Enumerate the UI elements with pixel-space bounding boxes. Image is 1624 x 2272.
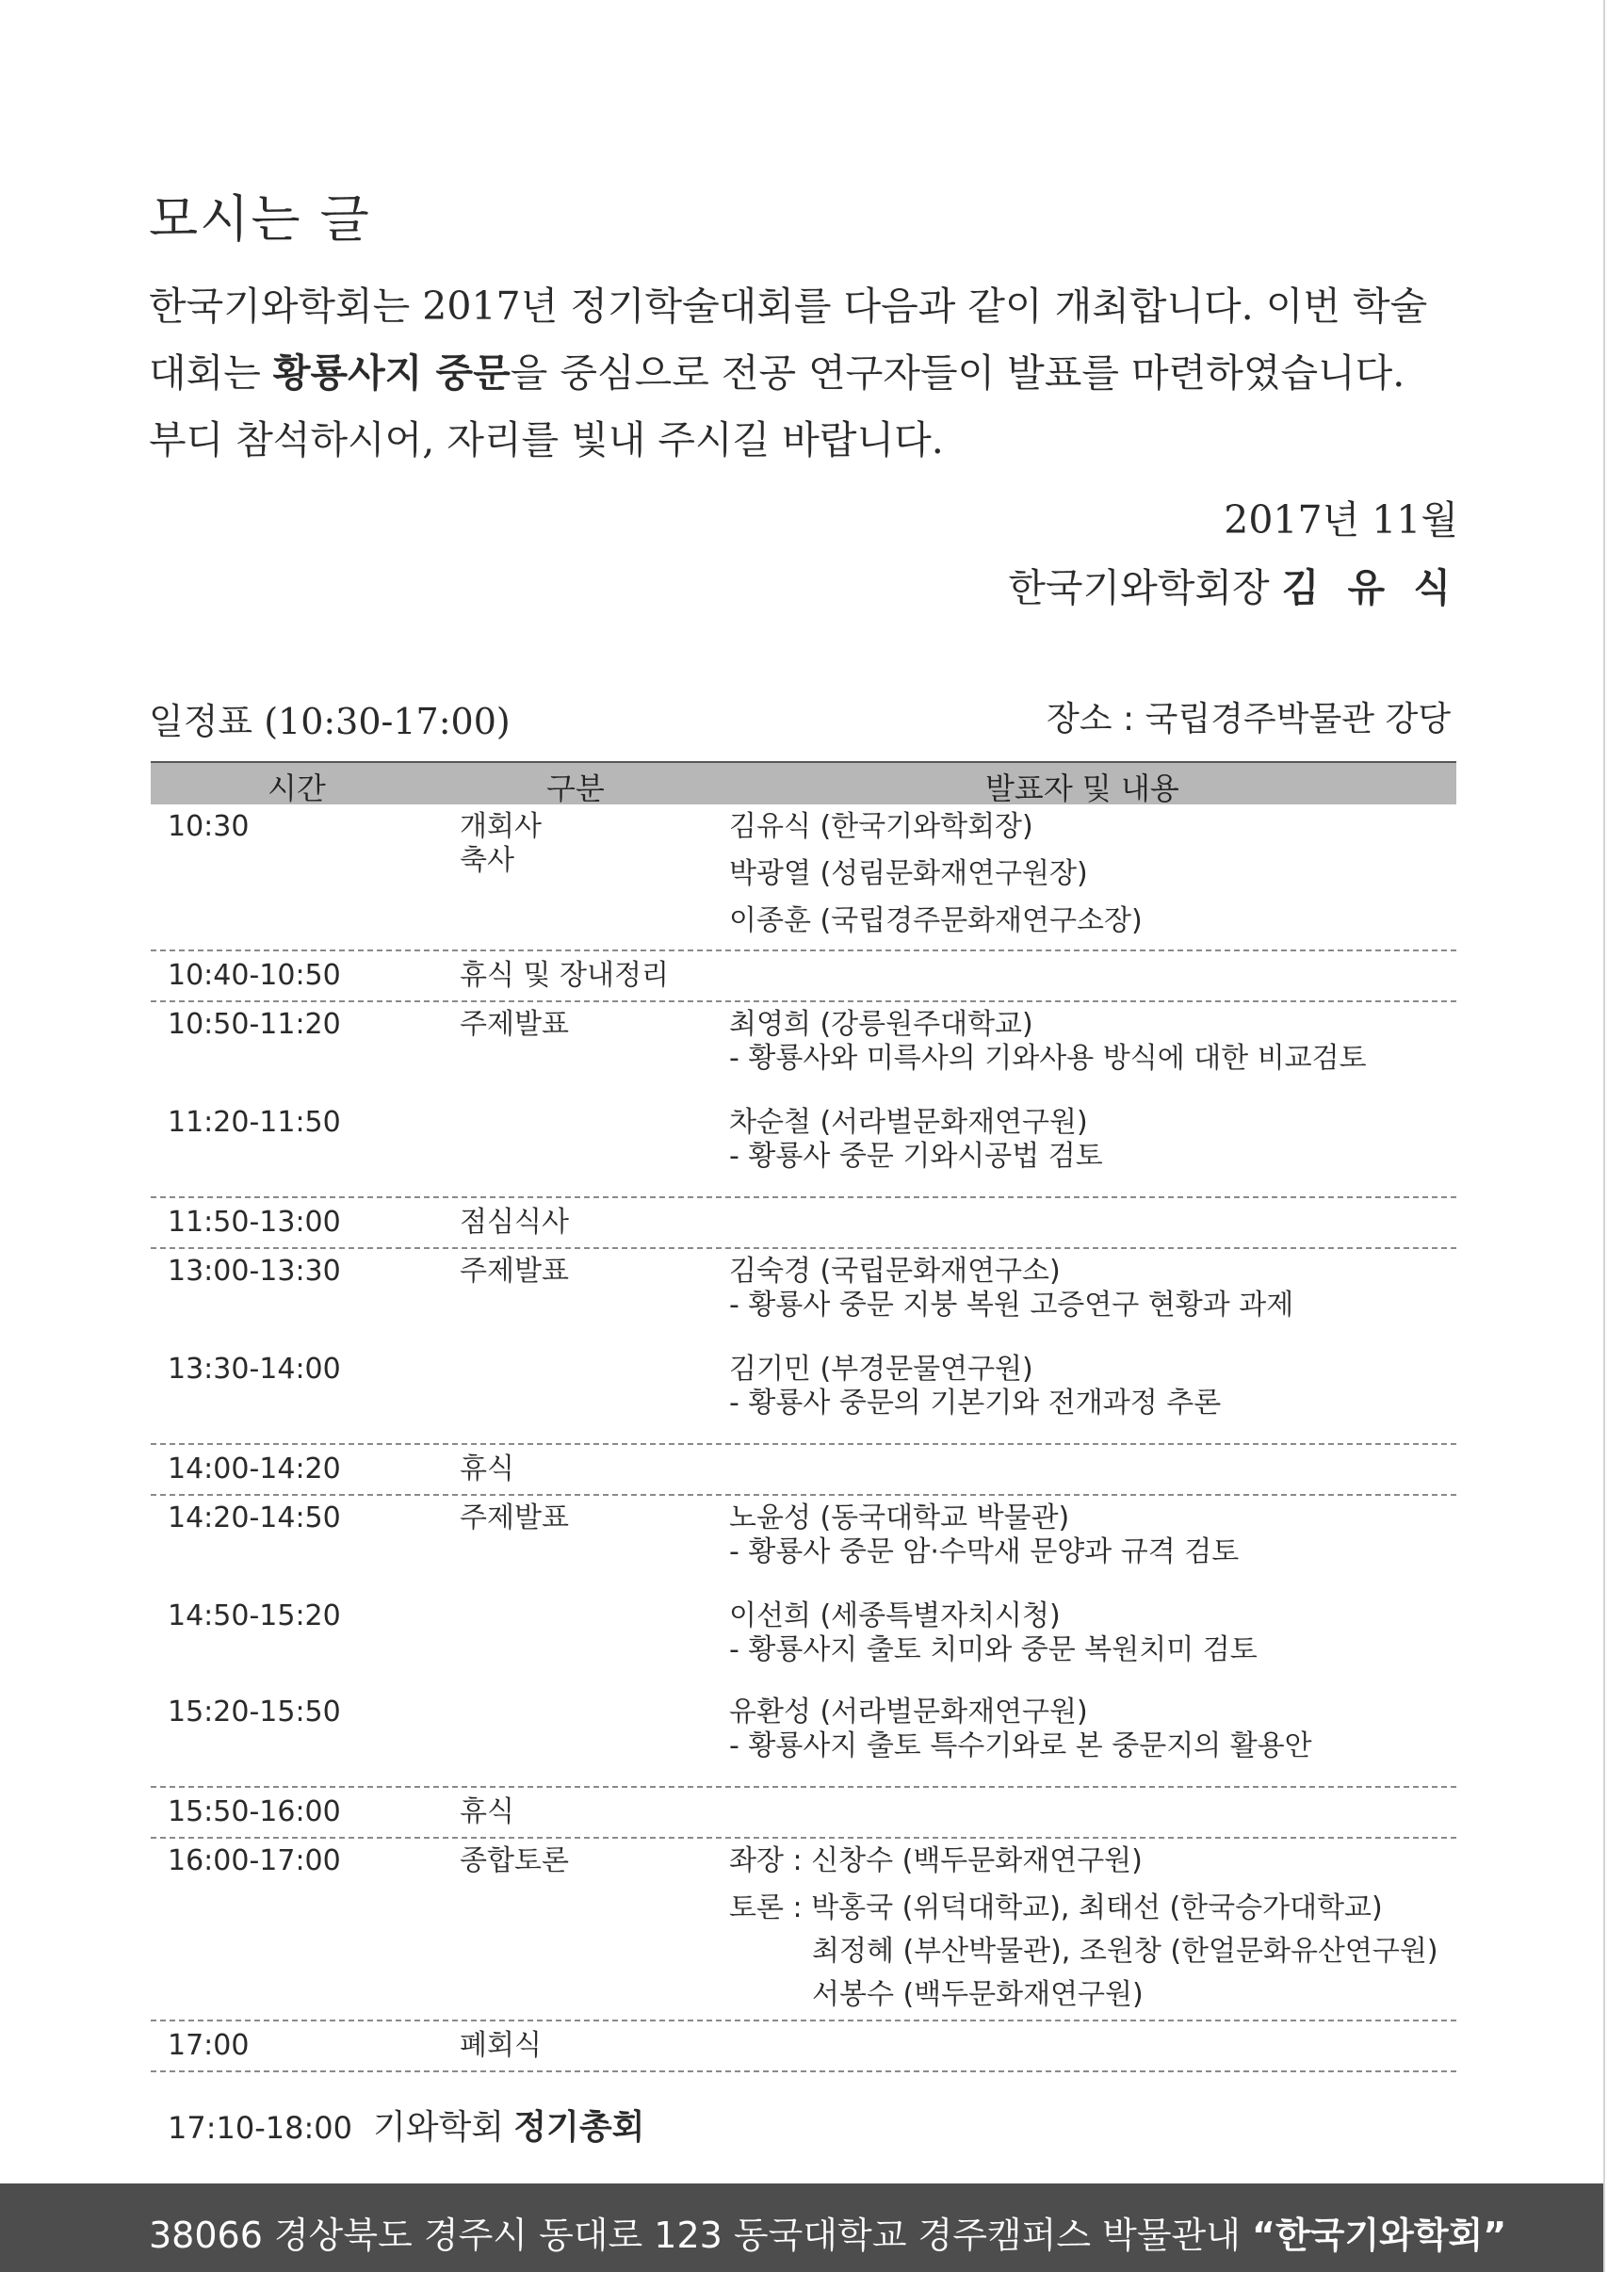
row-type: 휴식 — [460, 1795, 514, 1828]
row-discussants: 토론 : 박홍국 (위덕대학교), 최태선 (한국승가대학교) — [729, 1891, 1383, 1924]
footer-address — [149, 2206, 1506, 2258]
row-type: 점심식사 — [460, 1206, 569, 1239]
row-speaker: 노윤성 (동국대학교 박물관) — [729, 1501, 1070, 1534]
row-discussants: 최정혜 (부산박물관), 조원창 (한얼문화유산연구원) — [812, 1935, 1438, 1968]
row-time: 17:00 — [168, 2029, 250, 2062]
row-topic: - 황룡사와 미륵사의 기와사용 방식에 대한 비교검토 — [729, 1042, 1367, 1075]
intro-line-2-post: 을 중심으로 전공 연구자들이 발표를 마련하였습니다. — [510, 350, 1405, 396]
row-speaker: 차순철 (서라벌문화재연구원) — [729, 1106, 1088, 1139]
row-type-2: 축사 — [460, 844, 514, 877]
page-title: 모시는 글 — [149, 189, 371, 249]
row-time: 13:00-13:30 — [168, 1255, 341, 1288]
row-time: 14:00-14:20 — [168, 1452, 341, 1485]
row-time: 11:50-13:00 — [168, 1206, 341, 1239]
row-topic: - 황룡사 중문의 기본기와 전개과정 추론 — [729, 1387, 1222, 1420]
row-time: 13:30-14:00 — [168, 1353, 341, 1386]
general-meeting-time: 17:10-18:00 — [168, 2110, 352, 2146]
venue-label: 장소 : 국립경주박물관 강당 — [1047, 700, 1451, 738]
table-header — [151, 761, 1456, 804]
table-row — [151, 1496, 1456, 1788]
row-speaker: 박광열 (성림문화재연구원장) — [729, 857, 1088, 890]
row-time: 10:40-10:50 — [168, 959, 341, 992]
row-type: 개회사 — [460, 810, 542, 843]
row-time: 10:50-11:20 — [168, 1008, 341, 1041]
row-time: 14:50-15:20 — [168, 1599, 341, 1632]
signature-date: 2017년 11월 — [1224, 497, 1458, 543]
table-row — [151, 2021, 1456, 2072]
table-row — [151, 804, 1456, 951]
table-row — [151, 1445, 1456, 1496]
row-time: 16:00-17:00 — [168, 1844, 341, 1877]
row-type: 폐회식 — [460, 2029, 542, 2062]
row-topic: - 황룡사 중문 암·수막새 문양과 규격 검토 — [729, 1535, 1240, 1568]
row-speaker: 김유식 (한국기와학회장) — [729, 810, 1033, 843]
general-meeting-label: 기와학회 — [372, 2108, 505, 2147]
row-type: 휴식 — [460, 1452, 514, 1485]
row-topic: - 황룡사 중문 지붕 복원 고증연구 현황과 과제 — [729, 1289, 1294, 1322]
table-row — [151, 1002, 1456, 1198]
row-discussants: 서봉수 (백두문화재연구원) — [812, 1978, 1144, 2011]
header-time: 시간 — [268, 771, 326, 806]
table-row — [151, 951, 1456, 1002]
page-edge — [1603, 0, 1605, 2272]
signature-name: 김 유 식 — [1281, 565, 1458, 610]
schedule-title: 일정표 (10:30-17:00) — [149, 701, 511, 742]
row-topic: - 황룡사지 출토 치미와 중문 복원치미 검토 — [729, 1633, 1258, 1666]
intro-topic-bold: 황룡사지 중문 — [272, 350, 511, 396]
row-speaker: 최영희 (강릉원주대학교) — [729, 1008, 1033, 1041]
table-row — [151, 1249, 1456, 1445]
signature-role: 한국기와학회장 — [1008, 565, 1270, 610]
header-content: 발표자 및 내용 — [985, 771, 1179, 806]
row-time: 14:20-14:50 — [168, 1501, 341, 1534]
intro-line-3: 부디 참석하시어, 자리를 빛내 주시길 바랍니다. — [149, 417, 944, 463]
general-meeting — [168, 2101, 644, 2149]
row-type: 종합토론 — [460, 1844, 569, 1877]
row-type: 휴식 및 장내정리 — [460, 959, 669, 992]
row-speaker: 이선희 (세종특별자치시청) — [729, 1599, 1061, 1632]
table-row — [151, 1839, 1456, 2021]
row-speaker: 유환성 (서라벌문화재연구원) — [729, 1696, 1088, 1728]
signature-block — [1008, 486, 1458, 622]
row-topic: - 황룡사지 출토 특수기와로 본 중문지의 활용안 — [729, 1729, 1312, 1762]
row-type: 주제발표 — [460, 1501, 569, 1534]
row-type: 주제발표 — [460, 1008, 569, 1041]
row-type: 주제발표 — [460, 1255, 569, 1288]
row-time: 10:30 — [168, 810, 250, 843]
row-speaker: 이종훈 (국립경주문화재연구소장) — [729, 904, 1143, 937]
general-meeting-bold: 정기총회 — [513, 2108, 645, 2147]
row-time: 15:20-15:50 — [168, 1696, 341, 1728]
intro-line-2 — [149, 340, 1458, 407]
row-speaker: 김숙경 (국립문화재연구소) — [729, 1255, 1061, 1288]
row-chair: 좌장 : 신창수 (백두문화재연구원) — [729, 1844, 1143, 1877]
row-speaker: 김기민 (부경문물연구원) — [729, 1353, 1033, 1386]
row-topic: - 황룡사 중문 기와시공법 검토 — [729, 1140, 1103, 1173]
signature-line — [1008, 554, 1458, 622]
row-time: 11:20-11:50 — [168, 1106, 341, 1139]
header-type: 구분 — [546, 771, 605, 806]
intro-line-2-pre: 대회는 — [149, 350, 273, 396]
intro-line-1: 한국기와학회는 2017년 정기학술대회를 다음과 같이 개최합니다. 이번 학술 — [149, 284, 1428, 329]
invitation-text — [149, 273, 1458, 474]
footer-org-name: “한국기와학회” — [1252, 2215, 1507, 2256]
footer-address-text: 38066 경상북도 경주시 동대로 123 동국대학교 경주캠퍼스 박물관내 — [149, 2215, 1253, 2256]
table-row — [151, 1198, 1456, 1249]
row-time: 15:50-16:00 — [168, 1795, 341, 1828]
schedule-table — [151, 761, 1456, 2072]
table-row — [151, 1788, 1456, 1839]
footer-bar — [0, 2183, 1603, 2272]
